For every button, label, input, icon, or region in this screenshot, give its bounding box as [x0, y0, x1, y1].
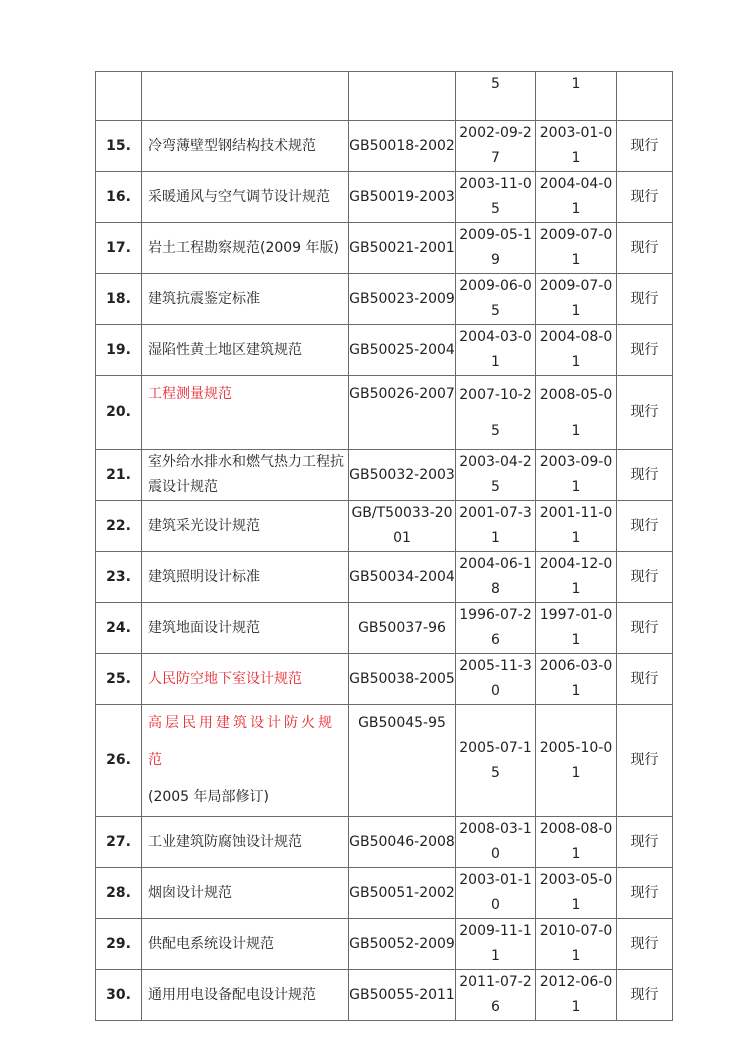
- impl-date: [536, 376, 617, 450]
- status: 现行: [617, 121, 673, 172]
- row-number: [96, 72, 142, 121]
- standard-name: 建筑照明设计标准: [142, 552, 349, 603]
- issue-date-line2: 1: [491, 530, 500, 546]
- issue-date-line2: 5: [491, 303, 500, 319]
- standard-name: 冷弯薄壁型钢结构技术规范: [142, 121, 349, 172]
- table-row: [96, 121, 673, 172]
- table-row: [96, 603, 673, 654]
- standard-code-line2: 01: [393, 530, 411, 546]
- issue-date: [456, 603, 536, 654]
- status: 现行: [617, 817, 673, 868]
- standard-code-line1: GB/T50033-20: [351, 505, 453, 521]
- issue-date-line1: 2004-06-1: [459, 556, 532, 572]
- impl-date: [536, 450, 617, 501]
- row-number: 22.: [96, 501, 142, 552]
- standard-name: 通用用电设备配电设计规范: [142, 970, 349, 1021]
- standard-code: GB50032-2003: [349, 450, 456, 501]
- impl-date: [536, 654, 617, 705]
- issue-date-line1: 1996-07-2: [459, 607, 532, 623]
- impl-date-line2: 1: [571, 764, 581, 781]
- row-number: 19.: [96, 325, 142, 376]
- issue-date-line2: 6: [491, 632, 500, 648]
- impl-date: [536, 121, 617, 172]
- standard-name: 岩土工程勘察规范(2009 年版): [142, 223, 349, 274]
- issue-date-line1: 2003-04-2: [459, 454, 532, 470]
- issue-date-line2: 9: [491, 252, 500, 268]
- impl-date-line2: 1: [571, 530, 581, 546]
- impl-date: [536, 325, 617, 376]
- impl-date-line2: 1: [571, 201, 581, 217]
- impl-date: [536, 817, 617, 868]
- issue-date: [456, 376, 536, 450]
- standard-name-line2: 震设计规范: [148, 479, 218, 495]
- table-row: [96, 817, 673, 868]
- status: 现行: [617, 603, 673, 654]
- standard-name: 烟囱设计规范: [142, 868, 349, 919]
- issue-date: [456, 274, 536, 325]
- issue-date-line2: 5: [491, 764, 500, 781]
- issue-date: [456, 223, 536, 274]
- issue-date-line2: 6: [491, 999, 500, 1015]
- impl-date-line1: 2006-03-0: [539, 658, 613, 674]
- row-number: 29.: [96, 919, 142, 970]
- issue-date: [456, 970, 536, 1021]
- impl-date: [536, 274, 617, 325]
- impl-date-tail: 1: [571, 76, 581, 92]
- standard-name: 建筑地面设计规范: [142, 603, 349, 654]
- issue-date: [456, 172, 536, 223]
- impl-date-line1: 2010-07-0: [539, 923, 613, 939]
- table-row: [96, 919, 673, 970]
- impl-date-line1: 2009-07-0: [539, 227, 613, 243]
- row-number: 28.: [96, 868, 142, 919]
- impl-date-line2: 1: [571, 846, 581, 862]
- issue-date-line2: 1: [491, 354, 500, 370]
- table-row: [96, 501, 673, 552]
- impl-date-line1: 2008-05-0: [539, 386, 613, 403]
- impl-date-line1: 2003-01-0: [539, 125, 613, 141]
- impl-date: [536, 603, 617, 654]
- status: 现行: [617, 172, 673, 223]
- standard-code: GB50025-2004: [349, 325, 456, 376]
- status: [617, 72, 673, 121]
- impl-date-line1: 2004-08-0: [539, 329, 613, 345]
- issue-date-tail: 5: [491, 76, 500, 92]
- table-row: [96, 654, 673, 705]
- status: 现行: [617, 868, 673, 919]
- table-row: [96, 970, 673, 1021]
- row-number: 15.: [96, 121, 142, 172]
- standard-name: 建筑抗震鉴定标准: [142, 274, 349, 325]
- issue-date: [456, 919, 536, 970]
- standard-code: GB50052-2009: [349, 919, 456, 970]
- standard-code: GB50045-95: [349, 705, 456, 817]
- table-row: [96, 552, 673, 603]
- impl-date-line2: 1: [571, 632, 581, 648]
- impl-date-line1: 2008-08-0: [539, 821, 613, 837]
- issue-date: [456, 552, 536, 603]
- impl-date-line1: 2003-05-0: [539, 872, 613, 888]
- status: 现行: [617, 450, 673, 501]
- standard-code: GB50019-2003: [349, 172, 456, 223]
- issue-date-line2: 0: [491, 846, 500, 862]
- issue-date-line2: 1: [491, 948, 500, 964]
- issue-date-line2: 0: [491, 897, 500, 913]
- status: 现行: [617, 705, 673, 817]
- impl-date-line1: 2012-06-0: [539, 974, 613, 990]
- table-row: [96, 72, 673, 121]
- impl-date: [536, 919, 617, 970]
- table-row: [96, 705, 673, 817]
- issue-date-line1: 2009-11-1: [459, 923, 532, 939]
- standard-name: [142, 72, 349, 121]
- issue-date: [456, 121, 536, 172]
- issue-date: [456, 817, 536, 868]
- row-number: 18.: [96, 274, 142, 325]
- standard-name: 采暖通风与空气调节设计规范: [142, 172, 349, 223]
- table-row: [96, 376, 673, 450]
- issue-date: [456, 72, 536, 121]
- standard-code: GB50051-2002: [349, 868, 456, 919]
- issue-date-line2: 7: [491, 150, 500, 166]
- issue-date-line1: 2009-05-1: [459, 227, 532, 243]
- standard-name-text: 人民防空地下室设计规范: [148, 670, 302, 687]
- issue-date: [456, 654, 536, 705]
- status: 现行: [617, 501, 673, 552]
- issue-date-line1: 2001-07-3: [459, 505, 532, 521]
- standard-name: 湿陷性黄土地区建筑规范: [142, 325, 349, 376]
- impl-date-line2: 1: [571, 683, 581, 699]
- row-number: 30.: [96, 970, 142, 1021]
- status: 现行: [617, 325, 673, 376]
- status: 现行: [617, 654, 673, 705]
- status: 现行: [617, 970, 673, 1021]
- row-number: 17.: [96, 223, 142, 274]
- impl-date-line2: 1: [571, 479, 581, 495]
- standard-code: GB50018-2002: [349, 121, 456, 172]
- impl-date: [536, 223, 617, 274]
- impl-date-line1: 2001-11-0: [539, 505, 613, 521]
- issue-date-line1: 2003-01-1: [459, 872, 532, 888]
- standard-name-line2: (2005 年局部修订): [148, 789, 270, 805]
- standard-code: GB50037-96: [349, 603, 456, 654]
- issue-date-line1: 2003-11-0: [459, 176, 532, 192]
- impl-date-line2: 1: [571, 948, 581, 964]
- table-row: [96, 172, 673, 223]
- impl-date: [536, 970, 617, 1021]
- standard-name: 供配电系统设计规范: [142, 919, 349, 970]
- status: 现行: [617, 376, 673, 450]
- standard-code: [349, 72, 456, 121]
- standard-code: GB50055-2011: [349, 970, 456, 1021]
- impl-date-line1: 2004-12-0: [539, 556, 613, 572]
- impl-date: [536, 552, 617, 603]
- standard-name: 建筑采光设计规范: [142, 501, 349, 552]
- impl-date-line1: 2005-10-0: [539, 739, 613, 756]
- issue-date-line1: 2009-06-0: [459, 278, 532, 294]
- table-row: [96, 274, 673, 325]
- standards-table: [95, 71, 673, 1021]
- issue-date-line2: 5: [491, 479, 500, 495]
- row-number: 23.: [96, 552, 142, 603]
- impl-date: [536, 501, 617, 552]
- table-row: [96, 325, 673, 376]
- table-row: [96, 450, 673, 501]
- row-number: 16.: [96, 172, 142, 223]
- impl-date: [536, 868, 617, 919]
- row-number: 26.: [96, 705, 142, 817]
- standard-name: [142, 376, 349, 450]
- row-number: 20.: [96, 376, 142, 450]
- status: 现行: [617, 552, 673, 603]
- standard-name-text: 工程测量规范: [148, 386, 232, 402]
- status: 现行: [617, 223, 673, 274]
- row-number: 21.: [96, 450, 142, 501]
- standard-code: GB50046-2008: [349, 817, 456, 868]
- issue-date-line2: 0: [491, 683, 500, 699]
- standard-name: 工业建筑防腐蚀设计规范: [142, 817, 349, 868]
- issue-date: [456, 325, 536, 376]
- impl-date-line1: 2004-04-0: [539, 176, 613, 192]
- issue-date: [456, 501, 536, 552]
- issue-date: [456, 868, 536, 919]
- standard-code: GB50038-2005: [349, 654, 456, 705]
- impl-date: [536, 172, 617, 223]
- status: 现行: [617, 919, 673, 970]
- issue-date-line1: 2011-07-2: [459, 974, 532, 990]
- standard-name: [142, 705, 349, 817]
- impl-date-line1: 2009-07-0: [539, 278, 613, 294]
- impl-date-line2: 1: [571, 303, 581, 319]
- row-number: 25.: [96, 654, 142, 705]
- issue-date-line1: 2005-11-3: [459, 658, 532, 674]
- issue-date-line2: 5: [491, 201, 500, 217]
- impl-date-line2: 1: [571, 150, 581, 166]
- table-row: [96, 868, 673, 919]
- table-row: [96, 223, 673, 274]
- row-number: 27.: [96, 817, 142, 868]
- impl-date-line2: 1: [571, 897, 581, 913]
- standard-name-line1: 高层民用建筑设计防火规范: [148, 715, 335, 768]
- impl-date-line2: 1: [571, 354, 581, 370]
- impl-date-line2: 1: [571, 252, 581, 268]
- standard-code: GB50026-2007: [349, 376, 456, 450]
- impl-date-line2: 1: [571, 422, 581, 439]
- impl-date-line2: 1: [571, 999, 581, 1015]
- issue-date-line1: 2008-03-1: [459, 821, 532, 837]
- impl-date-line1: 1997-01-0: [539, 607, 613, 623]
- issue-date-line1: 2007-10-2: [459, 386, 532, 403]
- issue-date-line1: 2002-09-2: [459, 125, 532, 141]
- impl-date-line1: 2003-09-0: [539, 454, 613, 470]
- standard-code: [349, 501, 456, 552]
- impl-date: [536, 705, 617, 817]
- impl-date: [536, 72, 617, 121]
- standard-code: GB50023-2009: [349, 274, 456, 325]
- standard-name-line1: 室外给水排水和燃气热力工程抗: [148, 454, 344, 470]
- issue-date-line2: 5: [491, 422, 500, 439]
- issue-date: [456, 450, 536, 501]
- issue-date-line1: 2005-07-1: [459, 739, 532, 756]
- standard-name: [142, 450, 349, 501]
- issue-date-line1: 2004-03-0: [459, 329, 532, 345]
- issue-date: [456, 705, 536, 817]
- standard-code: GB50021-2001: [349, 223, 456, 274]
- status: 现行: [617, 274, 673, 325]
- standard-name: [142, 654, 349, 705]
- impl-date-line2: 1: [571, 581, 581, 597]
- issue-date-line2: 8: [491, 581, 500, 597]
- row-number: 24.: [96, 603, 142, 654]
- standard-code: GB50034-2004: [349, 552, 456, 603]
